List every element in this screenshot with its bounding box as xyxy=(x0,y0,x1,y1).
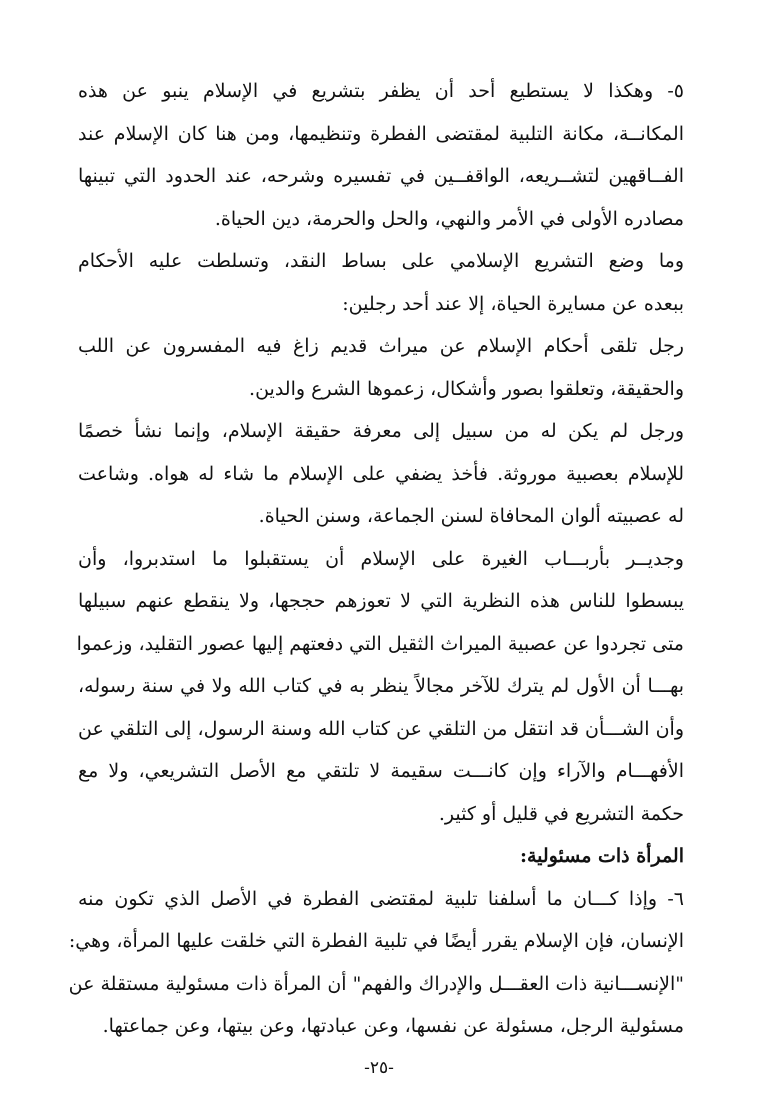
text-line: يبسطوا للناس هذه النظرية التي لا تعوزهم حججها، ولا ينقطع عنهم سبيلها xyxy=(78,590,684,612)
text-line: والحقيقة، وتعلقوا بصور وأشكال، زعموها الشرع والدين. xyxy=(249,377,684,400)
page-number: -٢٥- xyxy=(364,1058,394,1078)
text-line: مسئولية الرجل، مسئولة عن نفسها، وعن عبادتها، وعن بيتها، وعن جماعتها. xyxy=(102,1015,684,1037)
text-line: مصادره الأولى في الأمر والنهي، والحل والحرمة، دين الحياة. xyxy=(214,207,684,230)
text-line: الفــاقهين لتشــريعه، الواقفــين في تفسيره وشرحه، عند الحدود التي تبينها xyxy=(78,165,684,187)
section-heading: المرأة ذات مسئولية: xyxy=(519,845,684,867)
text-line: ببعده عن مسايرة الحياة، إلا عند أحد رجلين: xyxy=(342,292,684,315)
text-line: له عصبيته ألوان المحافاة لسنن الجماعة، وسنن الحياة. xyxy=(258,505,684,527)
text-line: وما وضع التشريع الإسلامي على بساط النقد، وتسلطت عليه الأحكام xyxy=(78,250,684,272)
text-line: بهـــا أن الأول لم يترك للآخر مجالاً ينظر به في كتاب الله ولا في سنة رسوله، xyxy=(78,675,684,697)
text-line: وأن الشـــأن قد انتقل من التلقي عن كتاب الله وسنة الرسول، إلى التلقي عن xyxy=(78,717,684,740)
text-line: رجل تلقى أحكام الإسلام عن ميراث قديم زاغ فيه المفسرون عن اللب xyxy=(78,335,684,357)
text-line: ورجل لم يكن له من سبيل إلى معرفة حقيقة الإسلام، وإنما نشأ خصمًا xyxy=(78,420,684,442)
page-body xyxy=(68,70,684,1048)
text-line: الإنسان، فإن الإسلام يقرر أيضًا في تلبية الفطرة التي خلقت عليها المرأة، وهي: xyxy=(68,930,684,952)
text-line: ٦- وإذا كـــان ما أسلفنا تلبية لمقتضى الفطرة في الأصل الذي تكون منه xyxy=(78,887,684,910)
text-line: حكمة التشريع في قليل أو كثير. xyxy=(438,802,684,825)
text-line: للإسلام بعصبية موروثة. فأخذ يضفي على الإسلام ما شاء له هواه. وشاعت xyxy=(78,462,684,485)
text-line: ٥- وهكذا لا يستطيع أحد أن يظفر بتشريع في الإسلام ينبو عن هذه xyxy=(78,80,684,102)
text-line: وجديــر بأربـــاب الغيرة على الإسلام أن يستقبلوا ما استدبروا، وأن xyxy=(78,547,684,570)
text-line: المكانــة، مكانة التلبية لمقتضى الفطرة وتنظيمها، ومن هنا كان الإسلام عند xyxy=(78,122,684,145)
text-line: الأفهـــام والآراء وإن كانـــت سقيمة لا تلتقي مع الأصل التشريعي، ولا مع xyxy=(78,760,684,782)
text-line: متى تجردوا عن عصبية الميراث الثقيل التي دفعتهم إليها عصور التقليد، وزعموا xyxy=(76,632,684,655)
text-line: "الإنســـانية ذات العقـــل والإدراك والفهم" أن المرأة ذات مسئولية مستقلة عن xyxy=(68,972,684,995)
